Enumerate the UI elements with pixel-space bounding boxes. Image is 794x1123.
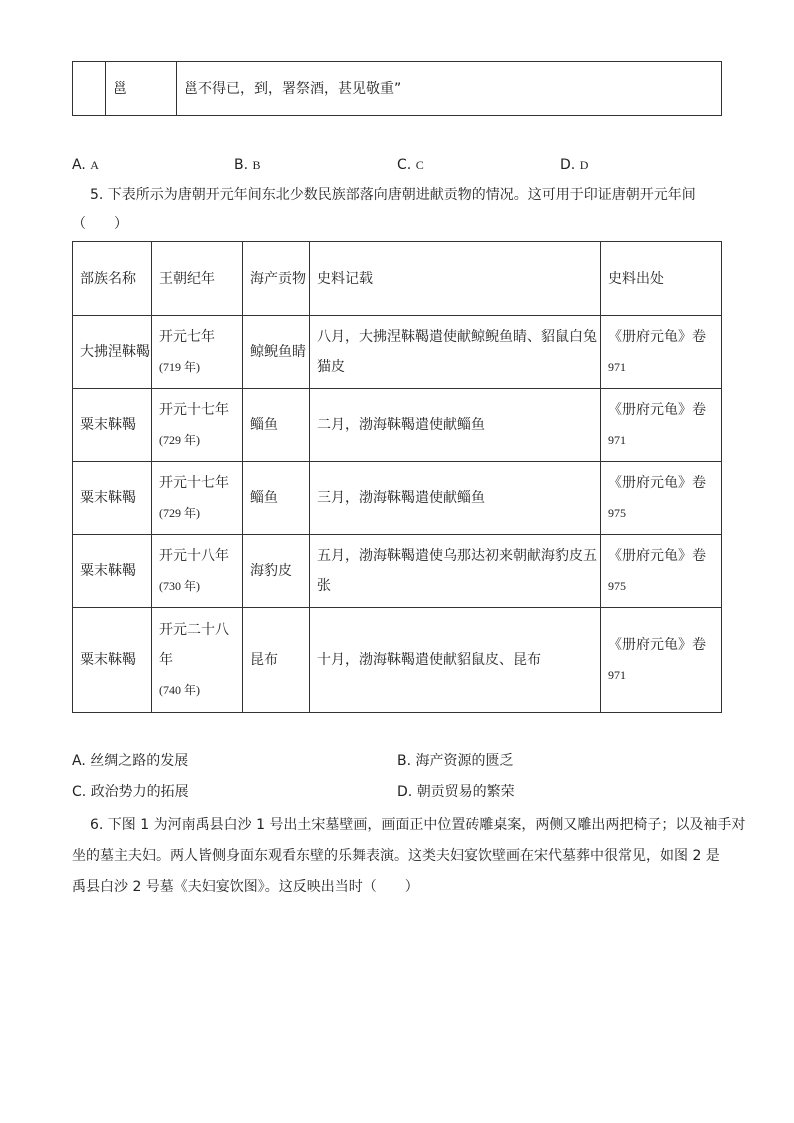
tribe-cell: 粟末靺鞨 [73,608,152,713]
record-cell: 八月，大拂涅靺鞨遣使献鲸鲵鱼睛、貂鼠白兔猫皮 [310,316,601,389]
tribe-cell: 粟末靺鞨 [73,389,152,462]
era-cell: 开元十七年 (729 年) [152,389,243,462]
q4-option-d[interactable]: D. D [560,157,589,173]
q6-stem-line: 6. 下图 1 为河南禹县白沙 1 号出土宋墓壁画，画面正中位置砖雕桌案，两侧又雕出两把椅子；以及袖手对 [90,817,746,833]
q5-option-b[interactable]: B. 海产资源的匮乏 [397,753,514,769]
tribute-cell: 鲻鱼 [243,389,310,462]
source-cell: 《册府元龟》卷 975 [601,535,722,608]
header-cell: 史料出处 [601,242,722,316]
tribute-table [72,241,722,713]
q5-option-d[interactable]: D. 朝贡贸易的繁荣 [397,784,515,800]
q4-option-c[interactable]: C. C [397,157,424,173]
record-cell: 五月，渤海靺鞨遣使乌那达初来朝献海豹皮五张 [310,535,601,608]
table-row [73,462,722,535]
tribute-cell: 海豹皮 [243,535,310,608]
table-cell [73,62,106,116]
tribe-cell: 粟末靺鞨 [73,535,152,608]
source-cell: 《册府元龟》卷 975 [601,462,722,535]
header-cell: 部族名称 [73,242,152,316]
record-cell: 十月，渤海靺鞨遣使献貂鼠皮、昆布 [310,608,601,713]
header-cell: 海产贡物 [243,242,310,316]
era-cell: 开元二十八年 (740 年) [152,608,243,713]
table-cell: 邕不得已，到，署祭酒，甚见敬重” [177,62,722,116]
q5-option-a[interactable]: A. 丝绸之路的发展 [72,753,189,769]
table-row [73,316,722,389]
tribe-cell: 粟末靺鞨 [73,462,152,535]
era-cell: 开元七年 (719 年) [152,316,243,389]
q6-stem-line: 禹县白沙 2 号墓《夫妇宴饮图》。这反映出当时（ ） [72,879,419,895]
era-cell: 开元十七年 (729 年) [152,462,243,535]
source-cell: 《册府元龟》卷 971 [601,316,722,389]
header-cell: 史料记载 [310,242,601,316]
table-header-row [73,242,722,316]
q5-stem-blank: （ ） [72,216,128,232]
table-row [73,535,722,608]
tribute-cell: 昆布 [243,608,310,713]
tribe-cell: 大拂涅靺鞨 [73,316,152,389]
top-fragment-table [72,61,722,116]
record-cell: 三月，渤海靺鞨遣使献鲻鱼 [310,462,601,535]
table-cell: 邕 [106,62,177,116]
header-cell: 王朝纪年 [152,242,243,316]
era-cell: 开元十八年 (730 年) [152,535,243,608]
q6-stem-line: 坐的墓主夫妇。两人皆侧身面东观看东壁的乐舞表演。这类夫妇宴饮壁画在宋代墓葬中很常见，如图 2 是 [72,848,720,864]
table-row [73,62,722,116]
q5-option-c[interactable]: C. 政治势力的拓展 [72,784,189,800]
table-row [73,608,722,713]
tribute-cell: 鲸鲵鱼睛 [243,316,310,389]
table-row [73,389,722,462]
q5-stem-line: 5. 下表所示为唐朝开元年间东北少数民族部落向唐朝进献贡物的情况。这可用于印证唐朝开元年间 [90,187,696,203]
q4-option-b[interactable]: B. B [234,157,261,173]
source-cell: 《册府元龟》卷 971 [601,389,722,462]
record-cell: 二月，渤海靺鞨遣使献鲻鱼 [310,389,601,462]
source-cell: 《册府元龟》卷 971 [601,608,722,713]
q4-option-a[interactable]: A. A [72,157,99,173]
tribute-cell: 鲻鱼 [243,462,310,535]
